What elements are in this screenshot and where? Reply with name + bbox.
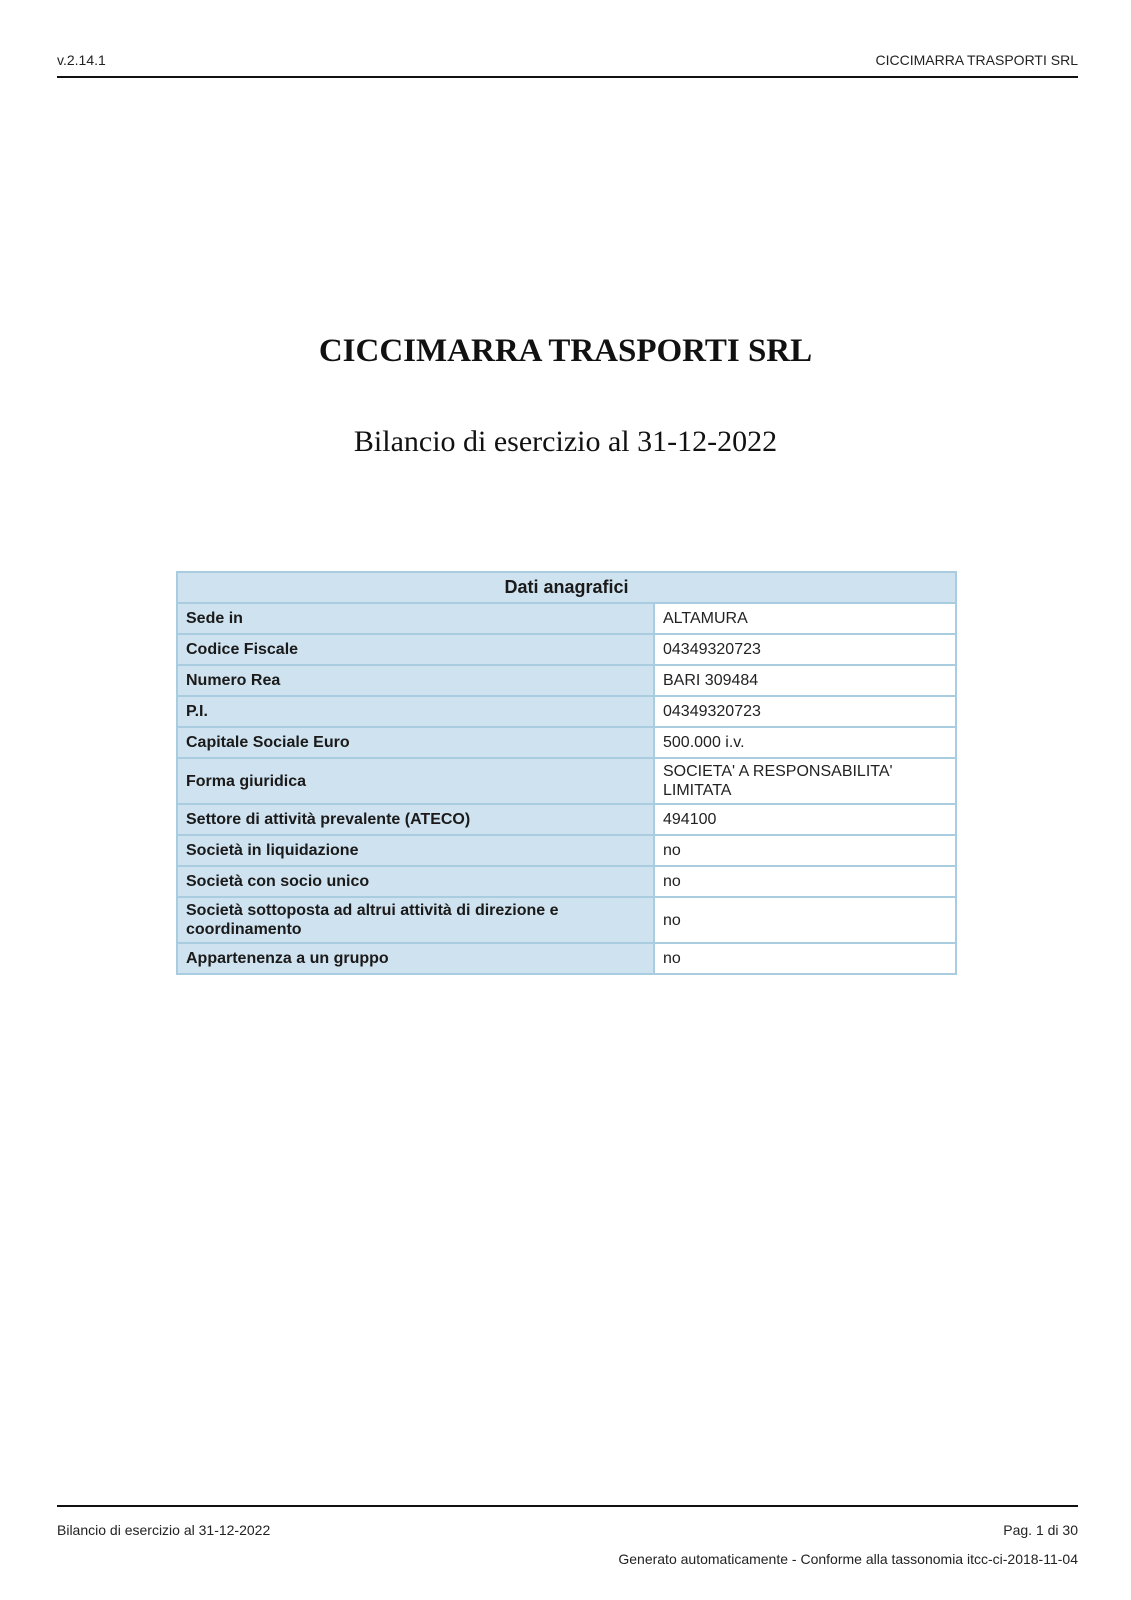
table-row [177,634,956,665]
row-value: 500.000 i.v. [654,727,956,758]
table-row [177,696,956,727]
row-label: Numero Rea [177,665,654,696]
row-label: Sede in [177,603,654,634]
row-label: Codice Fiscale [177,634,654,665]
row-value: ALTAMURA [654,603,956,634]
footer-divider [57,1505,1078,1507]
table-row [177,727,956,758]
version-label: v.2.14.1 [57,52,106,68]
row-value: 04349320723 [654,634,956,665]
row-value: 494100 [654,804,956,835]
row-value: 04349320723 [654,696,956,727]
generation-note: Generato automaticamente - Conforme alla tassonomia itcc-ci-2018-11-04 [618,1551,1078,1567]
row-value: no [654,866,956,897]
row-value: BARI 309484 [654,665,956,696]
row-label: Società sottoposta ad altrui attività di direzione e coordinamento [177,897,654,943]
row-label: Appartenenza a un gruppo [177,943,654,974]
row-value: no [654,943,956,974]
row-label: Società con socio unico [177,866,654,897]
row-value: no [654,897,956,943]
row-value: no [654,835,956,866]
table-row [177,866,956,897]
row-label: P.I. [177,696,654,727]
row-label: Settore di attività prevalente (ATECO) [177,804,654,835]
row-value: SOCIETA' A RESPONSABILITA' LIMITATA [654,758,956,804]
company-title: CICCIMARRA TRASPORTI SRL [318,333,813,369]
table-row [177,943,956,974]
table-row [177,897,956,943]
row-label: Forma giuridica [177,758,654,804]
row-label: Capitale Sociale Euro [177,727,654,758]
table-row [177,758,956,804]
footer-document-title: Bilancio di esercizio al 31-12-2022 [57,1522,271,1538]
header-company-name: CICCIMARRA TRASPORTI SRL [875,52,1078,68]
row-label: Società in liquidazione [177,835,654,866]
anagrafica-table [176,571,957,975]
page-header [57,50,1078,78]
document-subtitle: Bilancio di esercizio al 31-12-2022 [353,425,778,458]
table-row [177,603,956,634]
table-row [177,835,956,866]
table-row [177,804,956,835]
page-number: Pag. 1 di 30 [1003,1522,1078,1538]
table-row [177,665,956,696]
table-heading: Dati anagrafici [177,572,956,603]
